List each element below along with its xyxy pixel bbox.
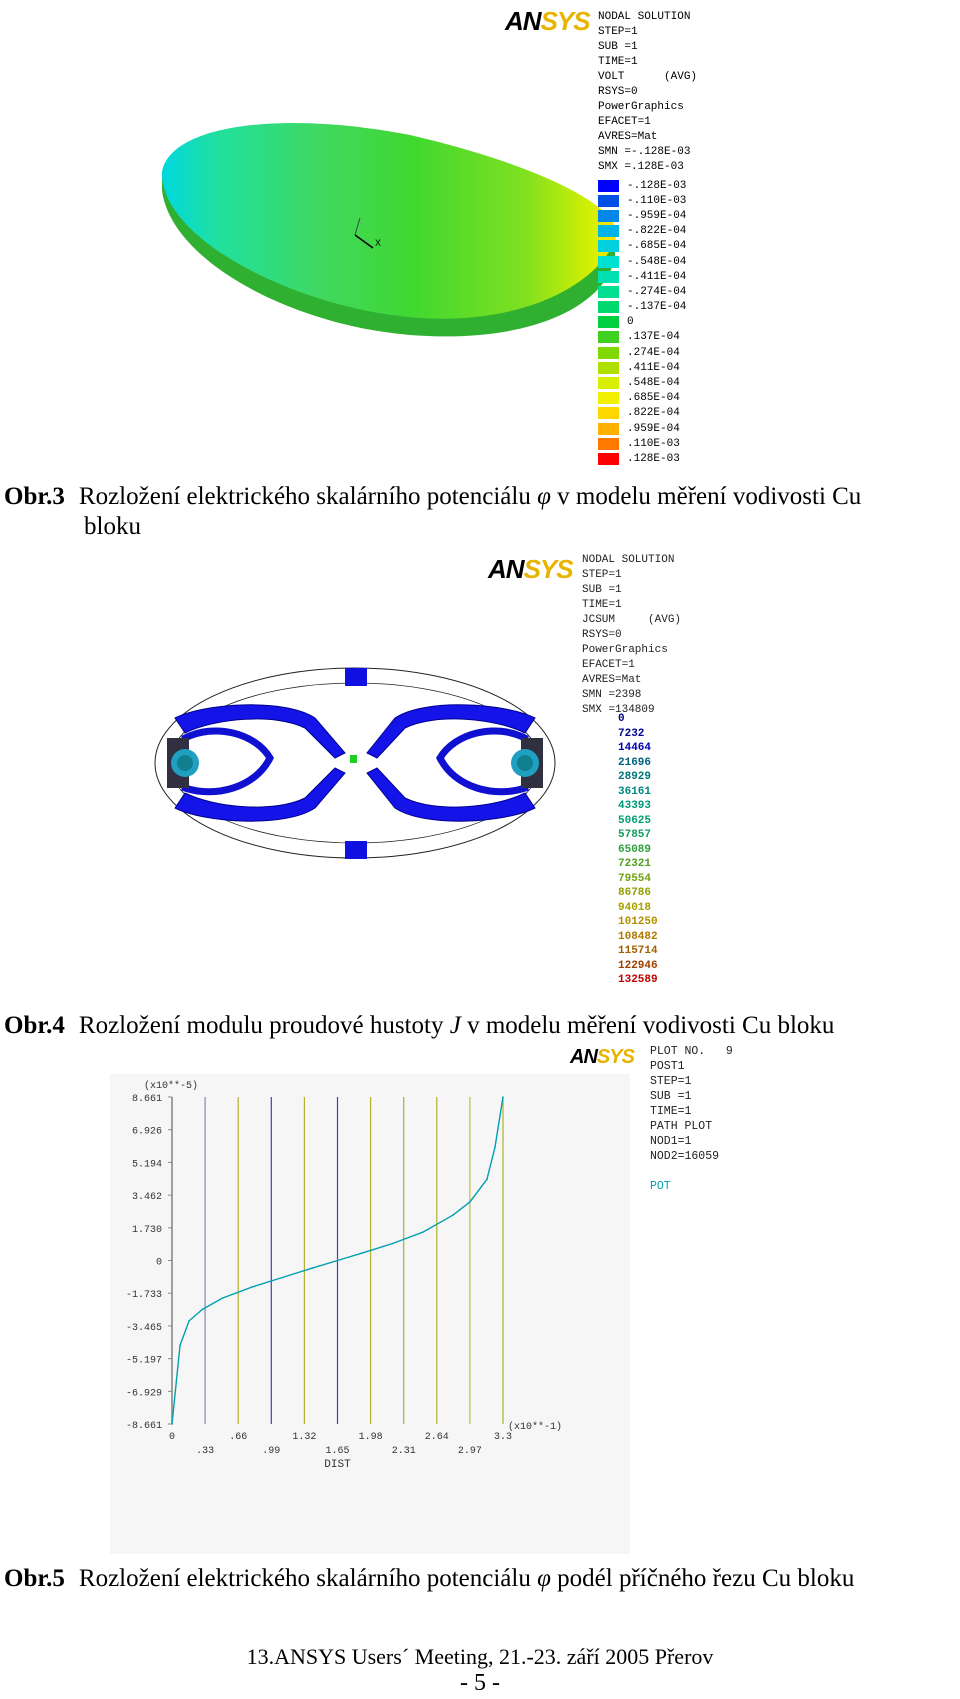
y-tick-label: -8.661: [125, 1421, 162, 1432]
legend-label: -.822E-04: [627, 225, 687, 238]
info-line: PATH PLOT: [650, 1120, 713, 1133]
value-legend-item: 79554: [618, 872, 652, 885]
info-line: SMX =.128E-03: [598, 161, 684, 173]
info-line: TIME=1: [598, 56, 638, 68]
legend-row: [598, 315, 686, 330]
figure5-chart: [110, 1074, 630, 1554]
ansys-logo-an: AN: [505, 6, 541, 36]
svg-text:X: X: [375, 238, 382, 248]
legend-swatch: [598, 286, 619, 298]
figure5-caption-number: Obr.5: [4, 1565, 65, 1592]
figure4-ansys-logo: [488, 554, 573, 585]
j-symbol: J: [449, 1012, 461, 1039]
legend-label: 0: [627, 316, 634, 329]
legend-swatch: [598, 240, 619, 252]
x-axis-title: DIST: [324, 1459, 351, 1471]
value-legend-item: 86786: [618, 887, 652, 899]
value-legend-item: 72321: [618, 858, 652, 870]
data-point: [486, 1179, 488, 1181]
info-line: RSYS=0: [582, 629, 622, 641]
figure4-caption-text: Rozložení modulu proudové hustoty: [78, 1012, 444, 1039]
figure4: [110, 548, 730, 988]
legend-swatch: [598, 438, 619, 450]
legend-label: -.548E-04: [627, 255, 687, 268]
legend-swatch: [598, 301, 619, 313]
legend-label: -.411E-04: [627, 270, 687, 283]
legend-swatch: [598, 453, 619, 465]
legend-label: .411E-04: [627, 361, 680, 374]
info-line: TIME=1: [582, 599, 622, 611]
figure3-ansys-logo: [505, 6, 590, 37]
ansys-logo-sys: SYS: [523, 554, 573, 584]
x-multiplier-label: (x10**-1): [508, 1422, 563, 1433]
value-legend-item: 50625: [618, 814, 652, 827]
info-line: NODAL SOLUTION: [598, 11, 691, 23]
legend-label: -.110E-03: [627, 194, 687, 207]
value-legend-item: 101250: [618, 916, 658, 928]
x-tick-label: 1.65: [325, 1446, 350, 1457]
legend-row: [598, 391, 686, 406]
y-tick-label: 5.194: [131, 1159, 162, 1171]
phi-symbol: φ: [537, 1565, 551, 1592]
value-legend-item: 0: [618, 713, 625, 725]
legend-label: .959E-04: [627, 422, 680, 435]
info-line: SUB =1: [582, 584, 622, 596]
y-tick-label: 8.661: [131, 1094, 162, 1105]
legend-row: [598, 300, 686, 315]
legend-row: [598, 208, 686, 223]
legend-row: [598, 345, 686, 360]
legend-label: -.137E-04: [627, 301, 687, 314]
figure5-ansys-logo: [570, 1046, 634, 1069]
legend-swatch: [598, 225, 619, 237]
figure5-series-label: POT: [650, 1180, 671, 1193]
y-multiplier-label: (x10**-5): [144, 1081, 199, 1092]
info-line: STEP=1: [582, 569, 622, 581]
legend-row: [598, 269, 686, 284]
legend-swatch: [598, 316, 619, 328]
x-tick-label: .99: [262, 1446, 281, 1457]
y-tick-label: 1.730: [131, 1224, 162, 1236]
info-line: STEP=1: [598, 26, 638, 38]
figure3: [120, 0, 770, 465]
ansys-logo-an: AN: [570, 1046, 597, 1068]
x-tick-label: 0: [168, 1432, 176, 1443]
info-line: JCSUM (AVG): [582, 614, 682, 626]
info-line: EFACET=1: [598, 116, 651, 128]
legend-label: .274E-04: [627, 346, 680, 359]
x-tick-label: .33: [196, 1446, 215, 1457]
data-point: [312, 1267, 314, 1269]
legend-swatch: [598, 210, 619, 222]
figure3-caption-line2: [84, 512, 141, 542]
legend-swatch: [598, 331, 619, 343]
data-point: [502, 1096, 504, 1098]
value-legend-item: 132589: [618, 974, 658, 986]
legend-label: .822E-04: [627, 407, 680, 420]
info-line: STEP=1: [650, 1075, 692, 1088]
info-line: POST1: [650, 1060, 685, 1073]
value-legend-item: 94018: [618, 901, 652, 914]
phi-symbol: φ: [537, 483, 551, 510]
value-legend-item: 122946: [618, 959, 658, 972]
legend-row: [598, 239, 686, 254]
legend-row: [598, 284, 686, 299]
legend-row: [598, 360, 686, 375]
figure5-caption-text-2: podél příčného řezu Cu bloku: [557, 1565, 855, 1592]
page-footer: [0, 1644, 960, 1696]
value-legend-item: 21696: [618, 756, 652, 769]
value-legend-item: 115714: [618, 945, 658, 957]
data-point: [469, 1201, 471, 1203]
figure3-caption-number: Obr.3: [4, 483, 65, 510]
value-legend-item: 7232: [618, 727, 645, 740]
x-tick-label: 3.3: [493, 1432, 513, 1443]
legend-row: [598, 330, 686, 345]
data-point: [171, 1423, 173, 1425]
legend-swatch: [598, 362, 619, 374]
legend-label: .548E-04: [627, 377, 680, 390]
info-line: RSYS=0: [598, 86, 638, 98]
figure3-caption-text-2: v modelu měření vodivosti Cu: [557, 483, 862, 510]
info-line: SMN =2398: [582, 689, 642, 701]
legend-row: [598, 451, 686, 466]
legend-swatch: [598, 407, 619, 419]
info-line: NODAL SOLUTION: [582, 554, 675, 566]
info-line: PLOT NO. 9: [650, 1045, 733, 1058]
figure4-caption-text-2: v modelu měření vodivosti Cu bloku: [467, 1012, 835, 1039]
legend-label: -.959E-04: [627, 209, 687, 222]
y-tick-label: -1.733: [125, 1290, 162, 1302]
data-point: [201, 1309, 203, 1311]
x-tick-label: 2.97: [457, 1446, 482, 1457]
legend-swatch: [598, 347, 619, 359]
value-legend-item: 65089: [618, 843, 652, 856]
x-tick-label: 2.31: [391, 1446, 416, 1457]
info-line: NOD2=16059: [650, 1150, 720, 1163]
legend-row: [598, 193, 686, 208]
figure4-value-legend: [618, 712, 658, 988]
legend-label: .137E-04: [627, 331, 680, 344]
data-point: [452, 1214, 454, 1216]
data-point: [337, 1260, 339, 1262]
legend-swatch: [598, 271, 619, 283]
figure3-color-legend: [598, 178, 686, 467]
page-number: - 5 -: [460, 1670, 500, 1696]
legend-row: [598, 224, 686, 239]
info-line: PowerGraphics: [598, 101, 684, 113]
data-point: [422, 1231, 424, 1233]
info-line: SUB =1: [598, 41, 638, 53]
x-tick-label: .66: [229, 1432, 248, 1443]
ansys-logo-sys: SYS: [540, 6, 590, 36]
legend-row: [598, 178, 686, 193]
figure4-info-block: [582, 553, 681, 718]
legend-row: [598, 406, 686, 421]
data-point: [251, 1286, 253, 1288]
y-tick-label: -6.929: [125, 1388, 162, 1400]
y-tick-label: 0: [155, 1257, 162, 1269]
legend-label: -.274E-04: [627, 285, 687, 298]
info-line: SMN =-.128E-03: [598, 146, 691, 158]
legend-label: .128E-03: [627, 452, 680, 465]
legend-row: [598, 421, 686, 436]
info-line: VOLT (AVG): [598, 71, 698, 83]
data-point: [179, 1345, 181, 1347]
legend-label: .110E-03: [627, 437, 680, 450]
legend-label: -.128E-03: [627, 179, 687, 192]
legend-swatch: [598, 377, 619, 389]
figure3-caption-text-3: bloku: [84, 513, 141, 540]
info-line: EFACET=1: [582, 659, 635, 671]
y-tick-label: -5.197: [125, 1355, 162, 1367]
legend-swatch: [598, 423, 619, 435]
value-legend-item: 43393: [618, 800, 652, 812]
figure3-caption: [4, 482, 954, 512]
legend-label: .685E-04: [627, 392, 680, 405]
x-tick-label: 1.32: [292, 1432, 317, 1443]
figure3-info-block: [598, 10, 697, 175]
figure3-disc-render: [160, 90, 660, 370]
legend-row: [598, 436, 686, 451]
value-legend-item: 14464: [618, 742, 652, 754]
x-tick-label: 1.98: [358, 1432, 383, 1443]
value-legend-item: 57857: [618, 829, 652, 841]
info-line: SMX =134809: [582, 704, 655, 716]
ansys-logo-sys: SYS: [596, 1046, 634, 1068]
info-line: SUB =1: [650, 1090, 692, 1103]
legend-swatch: [598, 195, 619, 207]
data-point: [282, 1277, 284, 1279]
y-tick-label: 3.462: [131, 1192, 162, 1204]
value-legend-item: 36161: [618, 785, 652, 798]
figure5-caption: [4, 1564, 959, 1594]
info-line: NOD1=1: [650, 1135, 692, 1148]
legend-label: -.685E-04: [627, 240, 687, 253]
x-tick-label: 2.64: [424, 1432, 449, 1443]
legend-swatch: [598, 256, 619, 268]
data-point: [494, 1146, 496, 1148]
legend-row: [598, 375, 686, 390]
ansys-logo-an: AN: [488, 554, 524, 584]
info-line: TIME=1: [650, 1105, 692, 1118]
figure4-caption-number: Obr.4: [4, 1012, 65, 1039]
figure4-current-density-render: [145, 663, 565, 863]
info-line: PowerGraphics: [582, 644, 668, 656]
data-point: [221, 1297, 223, 1299]
value-legend-item: 28929: [618, 771, 652, 783]
figure3-caption-text: Rozložení elektrického skalárního potenciálu: [78, 483, 531, 510]
figure5: [110, 1044, 780, 1554]
value-legend-item: 108482: [618, 930, 658, 943]
y-tick-label: -3.465: [125, 1322, 162, 1334]
figure5-caption-text: Rozložení elektrického skalárního potenciálu: [78, 1565, 531, 1592]
figure4-caption: [4, 1011, 954, 1041]
info-line: AVRES=Mat: [582, 674, 642, 686]
legend-swatch: [598, 180, 619, 192]
figure5-info-block: [650, 1044, 733, 1164]
legend-row: [598, 254, 686, 269]
data-point: [188, 1320, 190, 1322]
footer-conference: 13.ANSYS Users´ Meeting, 21.-23. září 2005 Přerov: [246, 1644, 714, 1669]
y-tick-label: 6.926: [131, 1126, 162, 1138]
legend-swatch: [598, 392, 619, 404]
data-point: [362, 1252, 364, 1254]
info-line: AVRES=Mat: [598, 131, 658, 143]
data-point: [392, 1243, 394, 1245]
